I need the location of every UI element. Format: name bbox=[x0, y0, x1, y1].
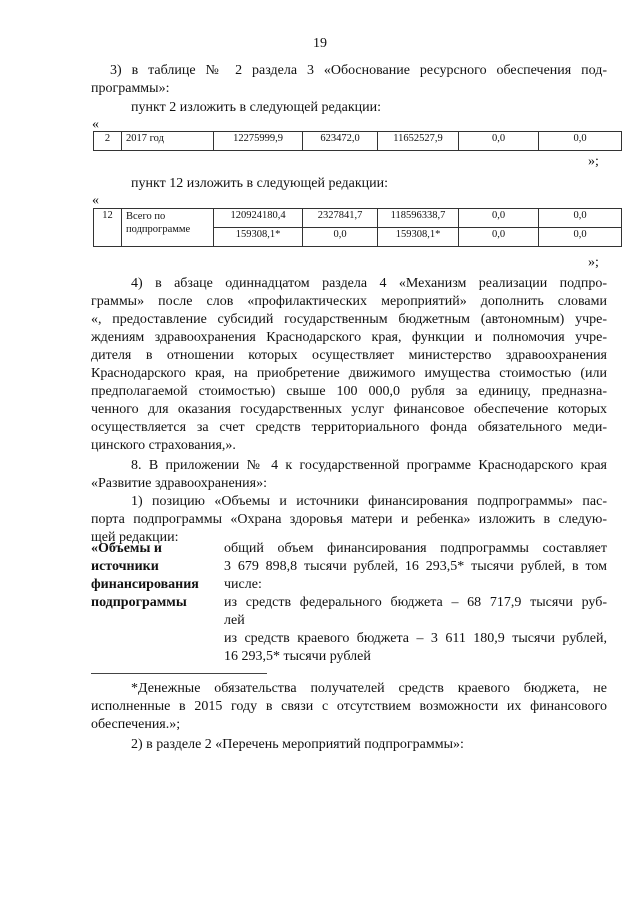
item3-line1: 3) в таблице № 2 раздела 3 «Обоснование ресурсного обеспечения под- bbox=[110, 63, 607, 78]
sub2-line: 2) в разделе 2 «Перечень мероприятий подпрограммы»: bbox=[131, 737, 464, 752]
sub1-line: 1) позицию «Объемы и источники финансирования подпрограммы» пас- bbox=[131, 494, 607, 509]
passport-label bbox=[91, 540, 221, 612]
resource-table-row2 bbox=[93, 131, 622, 151]
passport-text-line: числе: bbox=[224, 577, 262, 592]
table-cell: Всего по подпрограмме bbox=[122, 209, 214, 247]
table-cell: 0,0 bbox=[459, 132, 539, 151]
passport-text-line: из средств краевого бюджета – 3 611 180,9 тысячи рублей, bbox=[224, 631, 607, 646]
item3-line2: программы»: bbox=[91, 81, 170, 96]
table-cell: 2327841,7 bbox=[303, 209, 378, 228]
table-cell: 118596338,7 bbox=[378, 209, 459, 228]
close-mark-2: »; bbox=[588, 255, 599, 270]
table-cell: 12 bbox=[94, 209, 122, 247]
item8-line1: 8. В приложении № 4 к государственной программе Краснодарского края bbox=[131, 458, 607, 473]
table-cell: 0,0 bbox=[539, 132, 622, 151]
point2-heading: пункт 2 изложить в следующей редакции: bbox=[131, 100, 381, 115]
table-cell: 2 bbox=[94, 132, 122, 151]
table-cell: 159308,1* bbox=[378, 228, 459, 247]
table-cell: 11652527,9 bbox=[378, 132, 459, 151]
passport-text-line: 3 679 898,8 тысячи рублей, 16 293,5* тысячи рублей, в том bbox=[224, 559, 607, 574]
item4-line: 4) в абзаце одиннадцатом раздела 4 «Механизм реализации подпро- bbox=[131, 276, 607, 291]
item4-line: ждениям здравоохранения Краснодарского края, функции и полномочия учре- bbox=[91, 330, 607, 345]
sub1-line: порта подпрограммы «Охрана здоровья матери и ребенка» изложить в следую- bbox=[91, 512, 607, 527]
item8-line2: «Развитие здравоохранения»: bbox=[91, 476, 267, 491]
sub1-last-line: щей редакции: bbox=[91, 530, 179, 545]
table-cell: 0,0 bbox=[539, 228, 622, 247]
item4-last-line: цинского страхования,». bbox=[91, 438, 236, 453]
passport-label-line: финансирования bbox=[91, 577, 199, 592]
open-quote-2: « bbox=[92, 193, 99, 208]
footnote-line: исполненные в 2015 году в связи с отсутствием возможности их финансового bbox=[91, 699, 607, 714]
table-cell: 120924180,4 bbox=[214, 209, 303, 228]
item4-line: Краснодарского края, на приобретение движимого имущества стоимостью (или bbox=[91, 366, 607, 381]
passport-text-line: из средств федерального бюджета – 68 717,9 тысячи руб- bbox=[224, 595, 607, 610]
item4-line: ченного для оказания государственных услуг финансовое обеспечение которых bbox=[91, 402, 607, 417]
footnote-line: *Денежные обязательства получателей средств краевого бюджета, не bbox=[131, 681, 607, 696]
passport-text bbox=[224, 540, 607, 666]
resource-table-row12 bbox=[93, 208, 622, 247]
item4-line: осуществляется за счет средств территориального фонда обязательного меди- bbox=[91, 420, 607, 435]
table-row bbox=[94, 132, 622, 151]
table-cell: 623472,0 bbox=[303, 132, 378, 151]
passport-text-line: лей bbox=[224, 613, 245, 628]
table-cell: 0,0 bbox=[459, 209, 539, 228]
passport-text-line: 16 293,5* тысячи рублей bbox=[224, 649, 371, 664]
passport-label-line: подпрограммы bbox=[91, 595, 187, 610]
item4-line: дителя в отношении которых осуществляет министерство здравоохранения bbox=[91, 348, 607, 363]
passport-label-line: «Объемы и bbox=[91, 541, 162, 556]
passport-text-line: общий объем финансирования подпрограммы составляет bbox=[224, 541, 607, 556]
passport-label-line: источники bbox=[91, 559, 159, 574]
open-quote-1: « bbox=[92, 117, 99, 132]
footnote-divider bbox=[91, 673, 267, 674]
table-cell: 159308,1* bbox=[214, 228, 303, 247]
item4-line: «, предоставление субсидий государственным бюджетным (автономным) учре- bbox=[91, 312, 607, 327]
table-cell: 2017 год bbox=[122, 132, 214, 151]
item4-line: граммы» после слов «профилактических мероприятий» дополнить словами bbox=[91, 294, 607, 309]
footnote-last-line: обеспечения.»; bbox=[91, 717, 181, 732]
table-cell: 12275999,9 bbox=[214, 132, 303, 151]
page-number: 19 bbox=[313, 36, 327, 51]
close-mark-1: »; bbox=[588, 154, 599, 169]
point12-heading: пункт 12 изложить в следующей редакции: bbox=[131, 176, 388, 191]
item4-line: предполагаемой стоимостью) свыше 100 000,0 рубля за единицу, предназна- bbox=[91, 384, 607, 399]
table-cell: 0,0 bbox=[539, 209, 622, 228]
table-cell: 0,0 bbox=[303, 228, 378, 247]
table-row bbox=[94, 209, 622, 228]
table-cell: 0,0 bbox=[459, 228, 539, 247]
